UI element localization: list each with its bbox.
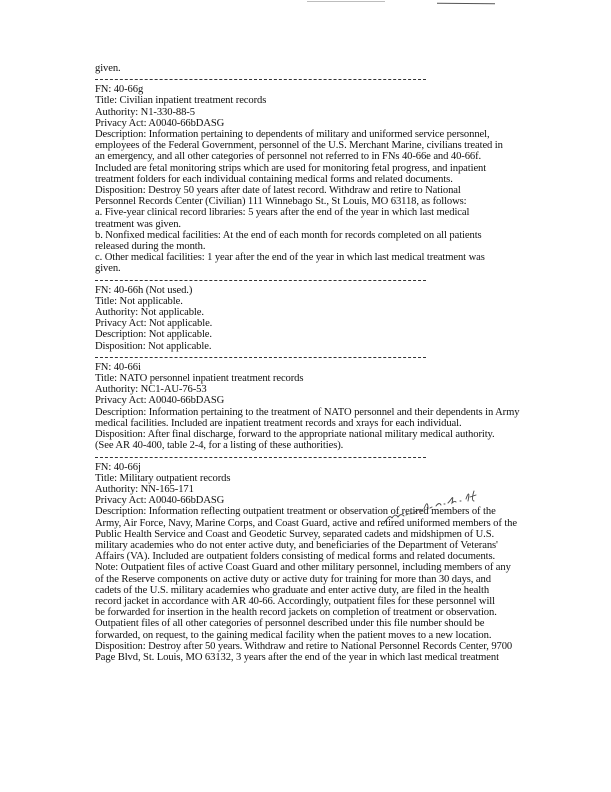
record-sections [95,79,611,663]
record-line: Disposition: Not applicable. [95,340,212,352]
scan-artifact-line [307,1,385,2]
record-line: b. Nonfixed medical facilities: At the end of each month for records completed on all patients [95,229,482,241]
record-line: Description: Information pertaining to dependents of military and uniformed service personnel, [95,129,490,141]
record-line: given. [95,263,121,275]
record-line: Disposition: After final discharge, forward to the appropriate national military medical authority. [95,429,495,441]
section-separator [95,457,426,458]
file-number: FN: 40-66g [95,84,144,96]
record-line: cadets of the U.S. military academies who graduate and enter active duty, are filed in the health [95,584,490,596]
record-line: Title: Not applicable. [95,295,183,307]
record-line: military academies who do not enter active duty, and beneficiaries of the Department of Veterans' [95,539,498,551]
record-line: Title: NATO personnel inpatient treatment records [95,373,304,385]
record-line: c. Other medical facilities: 1 year after the end of the year in which last medical treatment was [95,252,485,264]
record-line: Outpatient files of all other categories of personnel described under this file number should be [95,618,485,630]
record-line: released during the month. [95,241,206,253]
record-line: treatment was given. [95,218,181,230]
handwritten-annotation [382,487,492,527]
record-line: Authority: NC1-AU-76-53 [95,384,207,396]
record-line: Privacy Act: Not applicable. [95,318,213,330]
record-line: Authority: N1-330-88-5 [95,106,195,118]
record-line: Personnel Records Center (Civilian) 111 Winnebago St., St Louis, MO 63118, as follows: [95,196,467,208]
record-section [95,362,611,452]
file-number: FN: 40-66i [95,361,141,373]
document-page [95,63,611,663]
record-line: Description: Information reflecting outpatient treatment or observation of retired members of the [95,506,496,518]
section-separator [95,357,426,358]
file-number: FN: 40-66h (Not used.) [95,284,193,296]
scan-artifact-line [437,3,495,5]
record-line: Disposition: Destroy 50 years after date of latest record. Withdraw and retire to National [95,185,461,197]
record-line: a. Five-year clinical record libraries: 5 years after the end of the year in which last medical [95,207,470,219]
record-line: Title: Civilian inpatient treatment records [95,95,267,107]
record-line: of the Reserve components on active duty or active duty for training for more than 30 days, and [95,573,491,585]
record-section [95,84,611,274]
record-line: Authority: Not applicable. [95,307,204,319]
record-line: Privacy Act: A0040-66bDASG [95,495,225,507]
record-line: Privacy Act: A0040-66bDASG [95,117,225,129]
record-line: Description: Not applicable. [95,329,212,341]
record-line: medical facilities. Included are inpatient treatment records and xrays for each individual. [95,417,462,429]
record-section [95,285,611,352]
record-line: record jacket in accordance with AR 40-66. Accordingly, outpatient files for these personnel will [95,595,495,607]
file-number: FN: 40-66j [95,461,141,473]
record-line: Affairs (VA). Included are outpatient folders consisting of medical forms and related documents. [95,551,496,563]
record-section [95,462,611,664]
record-line: Included are fetal monitoring strips which are used for monitoring fetal progress, and inpatient [95,162,487,174]
record-line: Disposition: Destroy after 50 years. Withdraw and retire to National Personnel Records Center, 9700 [95,640,513,652]
record-line: Army, Air Force, Navy, Marine Corps, and Coast Guard, active and retired uniformed members of the [95,517,517,529]
section-separator [95,79,426,80]
record-line: (See AR 40-400, table 2-4, for a listing of these authorities). [95,440,344,452]
record-line: Description: Information pertaining to the treatment of NATO personnel and their dependents in Army [95,406,520,418]
section-separator [95,280,426,281]
continued-text: given. [95,63,121,74]
record-line: forwarded, on request, to the gaining medical facility when the patient moves to a new location. [95,629,492,641]
record-line: Page Blvd, St. Louis, MO 63132, 3 years after the end of the year in which last medical treatment [95,651,499,663]
record-line: employees of the Federal Government, personnel of the U.S. Merchant Marine, civilians treated in [95,140,503,152]
record-line: treatment folders for each individual containing medical forms and related documents. [95,173,453,185]
record-line: an emergency, and all other categories of personnel not referred to in FNs 40-66e and 40-66f. [95,151,482,163]
record-line: be forwarded for insertion in the health record jackets on completion of treatment or observation. [95,607,497,619]
record-line: Title: Military outpatient records [95,472,231,484]
record-line: Privacy Act: A0040-66bDASG [95,395,225,407]
record-line: Public Health Service and Coast and Geodetic Survey, separated cadets and midshipmen of U.S. [95,528,495,540]
record-line: Authority: NN-165-171 [95,483,194,495]
record-line: Note: Outpatient files of active Coast Guard and other military personnel, including members of any [95,562,511,574]
